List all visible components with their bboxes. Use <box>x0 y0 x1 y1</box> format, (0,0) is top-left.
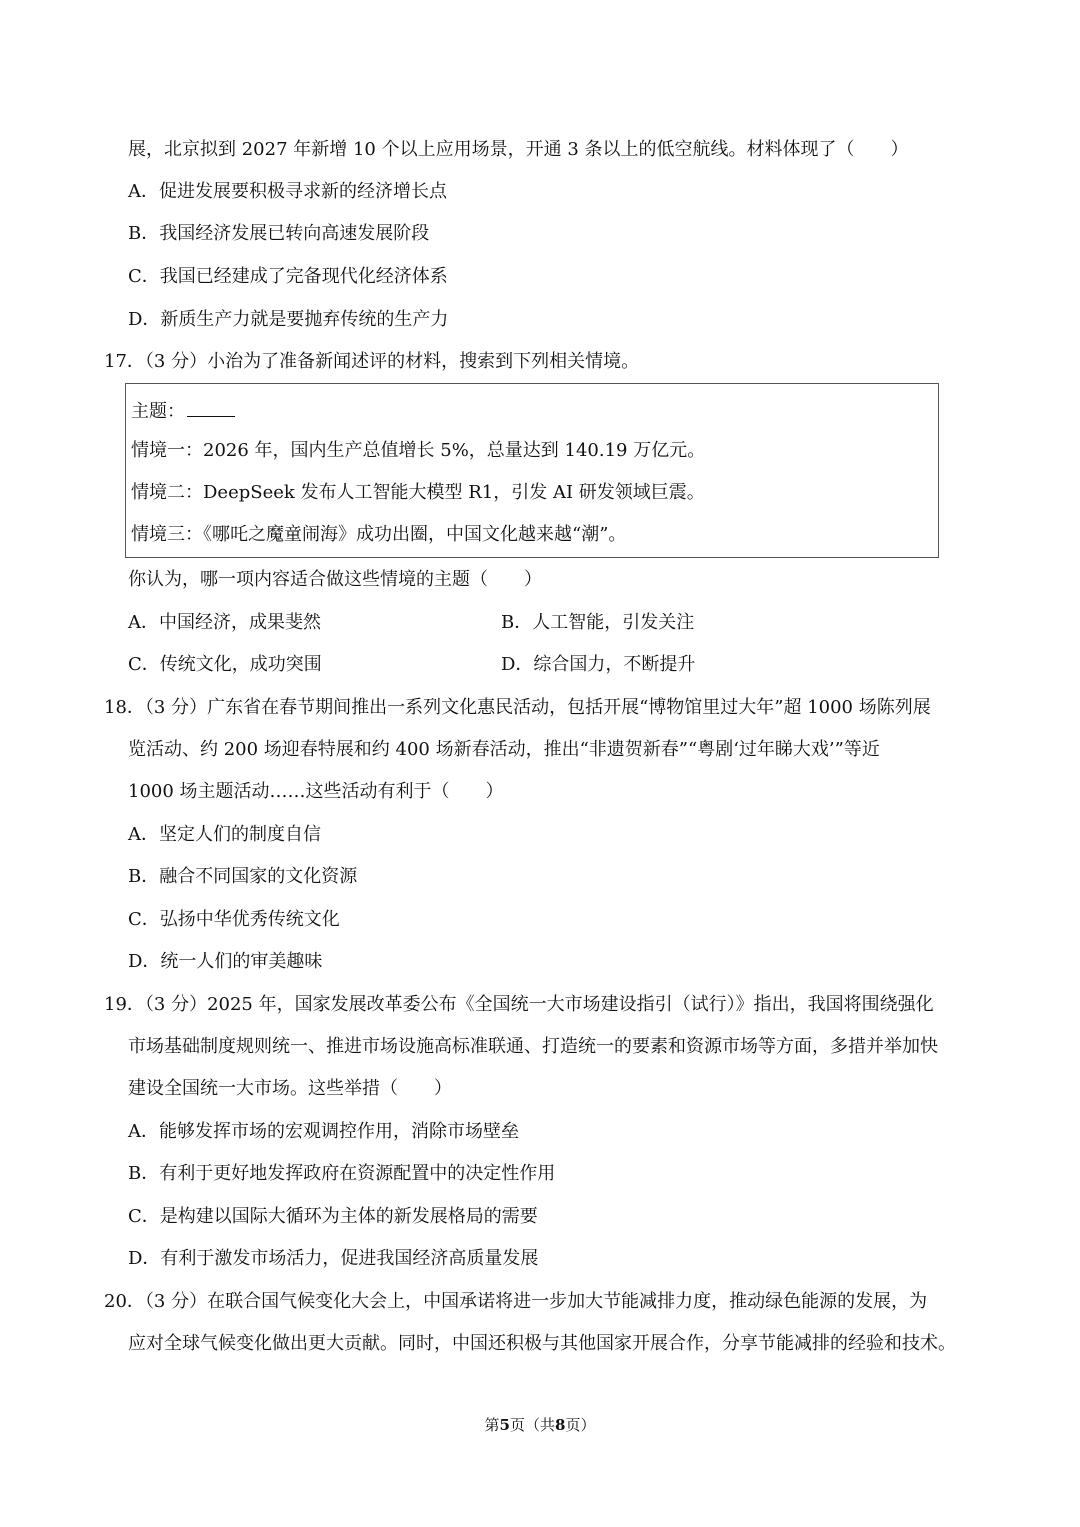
q17-option-d: D．综合国力，不断提升 <box>501 654 696 675</box>
q19-option-c: C．是构建以国际大循环为主体的新发展格局的需要 <box>128 1206 538 1227</box>
q18-stem-line-3: 1000 场主题活动……这些活动有利于（ ） <box>128 781 504 802</box>
q17-scene-2: 情境二：DeepSeek 发布人工智能大模型 R1，引发 AI 研发领域巨震。 <box>131 482 705 503</box>
q19-stem-line-1: 19．（3 分）2025 年，国家发展改革委公布《全国统一大市场建设指引（试行）》指出，我国将围绕强化 <box>104 994 934 1015</box>
q17-question: 你认为，哪一项内容适合做这些情境的主题（ ） <box>128 569 542 590</box>
q18-option-d: D．统一人们的审美趣味 <box>128 951 323 972</box>
q17-scene-3: 情境三：《哪吒之魔童闹海》成功出圈，中国文化越来越“潮”。 <box>131 524 627 545</box>
q19-option-a: A．能够发挥市场的宏观调控作用，消除市场壁垒 <box>128 1121 519 1142</box>
q17-topic-blank <box>187 398 235 417</box>
q19-stem-line-2: 市场基础制度规则统一、推进市场设施高标准联通、打造统一的要素和资源市场等方面，多措并举加快 <box>128 1036 938 1057</box>
q17-topic-label: 主题： <box>131 401 185 422</box>
q16-option-b: B．我国经济发展已转向高速发展阶段 <box>128 223 430 244</box>
q17-topic <box>131 398 235 424</box>
q16-option-a: A．促进发展要积极寻求新的经济增长点 <box>128 181 447 202</box>
q17-scene-1: 情境一：2026 年，国内生产总值增长 5%，总量达到 140.19 万亿元。 <box>131 440 706 461</box>
q18-stem-line-1: 18．（3 分）广东省在春节期间推出一系列文化惠民活动，包括开展“博物馆里过大年”超 1000 场陈列展 <box>104 697 931 718</box>
q18-stem-line-2: 览活动、约 200 场迎春特展和约 400 场新春活动，推出“非遗贺新春”“粤剧‘过年睇大戏’”等近 <box>128 739 880 760</box>
q18-option-a: A．坚定人们的制度自信 <box>128 824 321 845</box>
q16-option-d: D．新质生产力就是要抛弃传统的生产力 <box>128 309 449 330</box>
q19-option-b: B．有利于更好地发挥政府在资源配置中的决定性作用 <box>128 1163 556 1184</box>
q17-option-b: B．人工智能，引发关注 <box>501 612 695 633</box>
q20-stem-line-2: 应对全球气候变化做出更大贡献。同时，中国还积极与其他国家开展合作，分享节能减排的经验和技术。 <box>128 1333 956 1354</box>
q16-stem-tail: 展，北京拟到 2027 年新增 10 个以上应用场景，开通 3 条以上的低空航线。材料体现了（ ） <box>128 139 909 160</box>
page-footer <box>0 1414 1080 1436</box>
q17-stem: 17．（3 分）小治为了准备新闻述评的材料，搜索到下列相关情境。 <box>104 351 640 372</box>
q17-option-c: C．传统文化，成功突围 <box>128 654 322 675</box>
footer-prefix: 第 <box>484 1416 500 1434</box>
q18-option-b: B．融合不同国家的文化资源 <box>128 866 358 887</box>
footer-page-number: 5 <box>499 1416 510 1434</box>
q16-option-c: C．我国已经建成了完备现代化经济体系 <box>128 266 448 287</box>
q17-option-a: A．中国经济，成果斐然 <box>128 612 321 633</box>
footer-suffix: 页） <box>565 1416 596 1434</box>
q19-stem-line-3: 建设全国统一大市场。这些举措（ ） <box>128 1078 452 1099</box>
footer-total-pages: 8 <box>555 1416 566 1434</box>
q20-stem-line-1: 20．（3 分）在联合国气候变化大会上，中国承诺将进一步加大节能减排力度，推动绿色能源的发展，为 <box>104 1291 928 1312</box>
q19-option-d: D．有利于激发市场活力，促进我国经济高质量发展 <box>128 1248 539 1269</box>
footer-mid: 页（共 <box>509 1416 555 1434</box>
q18-option-c: C．弘扬中华优秀传统文化 <box>128 909 340 930</box>
